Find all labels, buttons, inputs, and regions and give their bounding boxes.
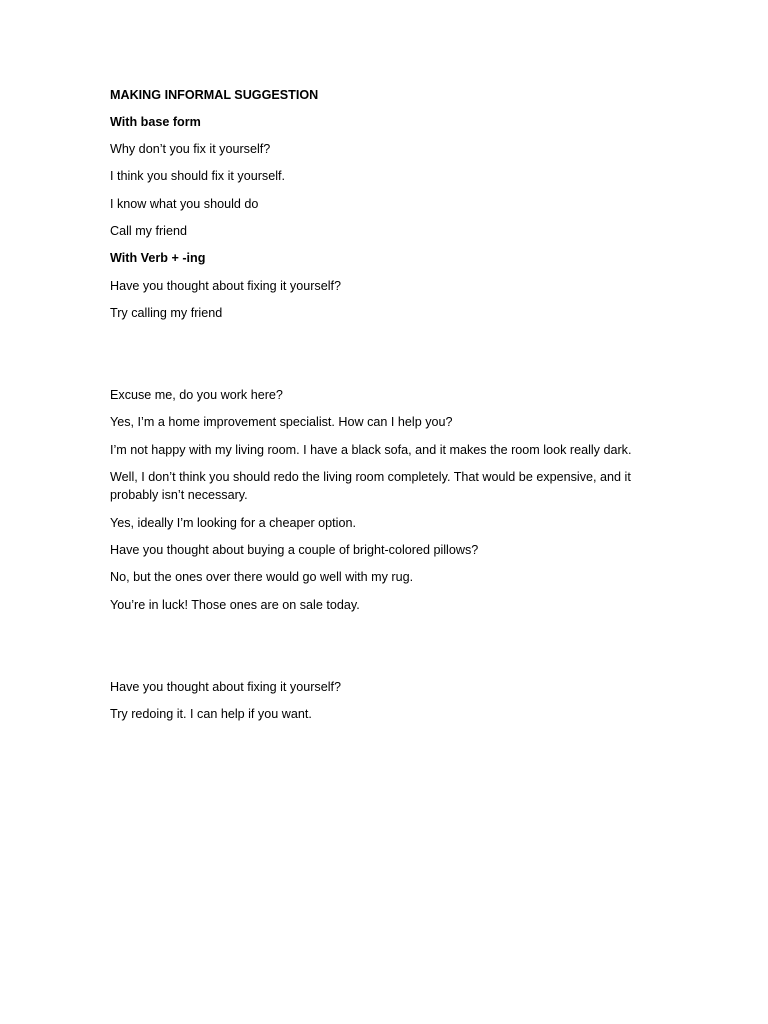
closing-line: Try redoing it. I can help if you want. — [110, 707, 312, 721]
dialogue-line: I’m not happy with my living room. I have a black sofa, and it makes the room look really dark. — [110, 443, 632, 457]
dialogue-line: You’re in luck! Those ones are on sale today. — [110, 598, 360, 612]
verb-ing-line: Try calling my friend — [110, 306, 223, 320]
document-title: MAKING INFORMAL SUGGESTION — [110, 88, 319, 102]
dialogue-line: Well, I don’t think you should redo the living room completely. That would be expensive, and it probably isn’t necessary. — [110, 470, 631, 502]
base-form-line: I think you should fix it yourself. — [110, 169, 285, 183]
verb-ing-line: Have you thought about fixing it yourself? — [110, 279, 342, 293]
base-form-line: I know what you should do — [110, 197, 259, 211]
dialogue-line: Excuse me, do you work here? — [110, 388, 283, 402]
base-form-line: Why don’t you fix it yourself? — [110, 142, 271, 156]
heading-base-form: With base form — [110, 115, 201, 129]
closing-line: Have you thought about fixing it yourself? — [110, 680, 342, 694]
dialogue-line: Yes, ideally I’m looking for a cheaper option. — [110, 516, 356, 530]
base-form-line: Call my friend — [110, 224, 187, 238]
dialogue-line: Have you thought about buying a couple of bright-colored pillows? — [110, 543, 479, 557]
dialogue-line: Yes, I’m a home improvement specialist. How can I help you? — [110, 415, 453, 429]
dialogue-line: No, but the ones over there would go well with my rug. — [110, 570, 414, 584]
heading-verb-ing: With Verb + -ing — [110, 251, 206, 265]
